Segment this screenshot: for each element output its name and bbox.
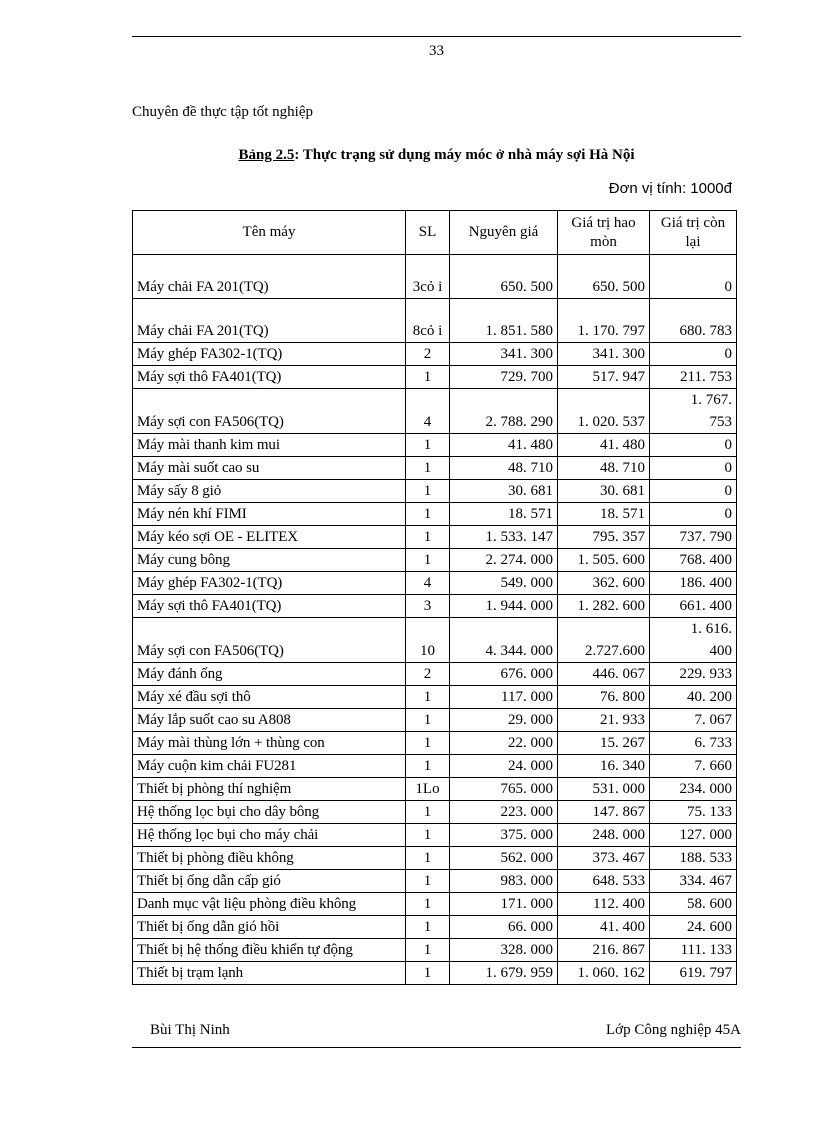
machine-name-cell: Máy nén khí FIMI (133, 503, 406, 526)
running-header: Chuyên đề thực tập tốt nghiệp (132, 104, 314, 120)
table-title-text: : Thực trạng sử dụng máy móc ở nhà máy sợi Hà Nội (294, 147, 635, 163)
quantity-cell: 2 (406, 663, 450, 686)
remaining-value-cell: 0 (650, 503, 737, 526)
machine-name-cell: Thiết bị phòng điều không (133, 847, 406, 870)
remaining-value-cell: 111. 133 (650, 939, 737, 962)
machine-name-cell: Máy mài thùng lớn + thùng con (133, 732, 406, 755)
original-cost-cell: 765. 000 (450, 778, 558, 801)
depreciation-cell: 362. 600 (558, 572, 650, 595)
table-row (133, 572, 737, 595)
column-header: Giá trị còn lại (650, 211, 737, 255)
original-cost-cell: 375. 000 (450, 824, 558, 847)
quantity-cell: 1 (406, 709, 450, 732)
remaining-value-cell: 0 (650, 434, 737, 457)
machine-name-cell: Máy ghép FA302-1(TQ) (133, 343, 406, 366)
depreciation-cell: 446. 067 (558, 663, 650, 686)
depreciation-cell: 1. 505. 600 (558, 549, 650, 572)
quantity-cell: 1 (406, 503, 450, 526)
quantity-cell: 1 (406, 962, 450, 985)
machine-name-cell: Thiết bị ống dẫn cấp gió (133, 870, 406, 893)
original-cost-cell: 48. 710 (450, 457, 558, 480)
quantity-cell: 1 (406, 526, 450, 549)
table-row (133, 962, 737, 985)
machine-name-cell: Máy cuộn kim chải FU281 (133, 755, 406, 778)
quantity-cell: 1 (406, 732, 450, 755)
original-cost-cell: 171. 000 (450, 893, 558, 916)
depreciation-cell: 216. 867 (558, 939, 650, 962)
original-cost-cell: 29. 000 (450, 709, 558, 732)
machine-name-cell: Máy chải FA 201(TQ) (133, 299, 406, 343)
remaining-value-cell: 211. 753 (650, 366, 737, 389)
remaining-value-cell: 234. 000 (650, 778, 737, 801)
machine-name-cell: Máy ghép FA302-1(TQ) (133, 572, 406, 595)
depreciation-cell: 41. 480 (558, 434, 650, 457)
table-row (133, 434, 737, 457)
table-row (133, 663, 737, 686)
depreciation-cell: 15. 267 (558, 732, 650, 755)
depreciation-cell: 1. 170. 797 (558, 299, 650, 343)
depreciation-cell: 373. 467 (558, 847, 650, 870)
machine-name-cell: Máy sợi thô FA401(TQ) (133, 366, 406, 389)
depreciation-cell: 517. 947 (558, 366, 650, 389)
footer-class: Lớp Công nghiệp 45A (605, 1022, 741, 1038)
table-row (133, 870, 737, 893)
original-cost-cell: 1. 533. 147 (450, 526, 558, 549)
original-cost-cell: 549. 000 (450, 572, 558, 595)
remaining-value-cell: 0 (650, 480, 737, 503)
depreciation-cell: 41. 400 (558, 916, 650, 939)
column-header: Tên máy (133, 211, 406, 255)
table-row (133, 824, 737, 847)
machine-name-cell: Thiết bị hệ thống điều khiển tự động (133, 939, 406, 962)
table-row (133, 686, 737, 709)
table-row (133, 755, 737, 778)
table-row (133, 503, 737, 526)
remaining-value-cell: 229. 933 (650, 663, 737, 686)
machine-name-cell: Thiết bị phòng thí nghiệm (133, 778, 406, 801)
remaining-value-cell: 334. 467 (650, 870, 737, 893)
machine-name-cell: Máy sợi con FA506(TQ) (133, 389, 406, 434)
quantity-cell: 1 (406, 434, 450, 457)
machine-name-cell: Danh mục vật liệu phòng điều không (133, 893, 406, 916)
table-row (133, 618, 737, 663)
remaining-value-cell: 680. 783 (650, 299, 737, 343)
quantity-cell: 4 (406, 572, 450, 595)
table-row (133, 299, 737, 343)
table-row (133, 457, 737, 480)
depreciation-cell: 21. 933 (558, 709, 650, 732)
depreciation-cell: 1. 060. 162 (558, 962, 650, 985)
remaining-value-cell: 0 (650, 457, 737, 480)
quantity-cell: 1 (406, 801, 450, 824)
original-cost-cell: 117. 000 (450, 686, 558, 709)
top-rule (132, 36, 741, 37)
quantity-cell: 1 (406, 824, 450, 847)
depreciation-cell: 76. 800 (558, 686, 650, 709)
remaining-value-cell: 186. 400 (650, 572, 737, 595)
original-cost-cell: 2. 274. 000 (450, 549, 558, 572)
table-row (133, 732, 737, 755)
machine-name-cell: Máy cung bông (133, 549, 406, 572)
table-row (133, 939, 737, 962)
quantity-cell: 1 (406, 847, 450, 870)
machine-name-cell: Hệ thống lọc bụi cho máy chải (133, 824, 406, 847)
original-cost-cell: 328. 000 (450, 939, 558, 962)
machinery-table (132, 210, 737, 985)
machine-name-cell: Máy lắp suốt cao su A808 (133, 709, 406, 732)
remaining-value-cell: 6. 733 (650, 732, 737, 755)
machine-name-cell: Thiết bị ống dẫn gió hồi (133, 916, 406, 939)
depreciation-cell: 1. 020. 537 (558, 389, 650, 434)
table-header-row (133, 211, 737, 255)
table-row (133, 343, 737, 366)
depreciation-cell: 795. 357 (558, 526, 650, 549)
footer-author: Bùi Thị Ninh (150, 1022, 230, 1038)
machine-name-cell: Máy sợi con FA506(TQ) (133, 618, 406, 663)
original-cost-cell: 22. 000 (450, 732, 558, 755)
original-cost-cell: 223. 000 (450, 801, 558, 824)
remaining-value-cell: 0 (650, 343, 737, 366)
remaining-value-cell: 58. 600 (650, 893, 737, 916)
table-row (133, 916, 737, 939)
remaining-value-cell: 0 (650, 255, 737, 299)
remaining-value-cell: 188. 533 (650, 847, 737, 870)
original-cost-cell: 2. 788. 290 (450, 389, 558, 434)
unit-note: Đơn vị tính: 1000đ (608, 180, 732, 197)
depreciation-cell: 248. 000 (558, 824, 650, 847)
depreciation-cell: 2.727.600 (558, 618, 650, 663)
quantity-cell: 1 (406, 870, 450, 893)
table-title-label: Bảng 2.5 (238, 147, 295, 163)
depreciation-cell: 16. 340 (558, 755, 650, 778)
remaining-value-cell: 7. 067 (650, 709, 737, 732)
quantity-cell: 1 (406, 686, 450, 709)
machine-name-cell: Máy mài suốt cao su (133, 457, 406, 480)
table-body (133, 255, 737, 985)
original-cost-cell: 18. 571 (450, 503, 558, 526)
depreciation-cell: 147. 867 (558, 801, 650, 824)
depreciation-cell: 648. 533 (558, 870, 650, 893)
machine-name-cell: Thiết bị trạm lạnh (133, 962, 406, 985)
depreciation-cell: 48. 710 (558, 457, 650, 480)
quantity-cell: 3cỏ i (406, 255, 450, 299)
remaining-value-cell: 661. 400 (650, 595, 737, 618)
depreciation-cell: 341. 300 (558, 343, 650, 366)
depreciation-cell: 18. 571 (558, 503, 650, 526)
depreciation-cell: 112. 400 (558, 893, 650, 916)
table-row (133, 595, 737, 618)
original-cost-cell: 341. 300 (450, 343, 558, 366)
original-cost-cell: 729. 700 (450, 366, 558, 389)
remaining-value-cell: 768. 400 (650, 549, 737, 572)
remaining-value-cell: 619. 797 (650, 962, 737, 985)
page-number: 33 (429, 43, 444, 59)
original-cost-cell: 24. 000 (450, 755, 558, 778)
quantity-cell: 1 (406, 893, 450, 916)
machine-name-cell: Máy chải FA 201(TQ) (133, 255, 406, 299)
depreciation-cell: 1. 282. 600 (558, 595, 650, 618)
quantity-cell: 8cỏ i (406, 299, 450, 343)
original-cost-cell: 4. 344. 000 (450, 618, 558, 663)
quantity-cell: 3 (406, 595, 450, 618)
machine-name-cell: Máy sợi thô FA401(TQ) (133, 595, 406, 618)
original-cost-cell: 30. 681 (450, 480, 558, 503)
depreciation-cell: 30. 681 (558, 480, 650, 503)
remaining-value-cell: 75. 133 (650, 801, 737, 824)
table-row (133, 549, 737, 572)
quantity-cell: 1 (406, 549, 450, 572)
original-cost-cell: 1. 679. 959 (450, 962, 558, 985)
original-cost-cell: 41. 480 (450, 434, 558, 457)
original-cost-cell: 66. 000 (450, 916, 558, 939)
remaining-value-cell: 1. 616. 400 (650, 618, 737, 663)
machine-name-cell: Máy kéo sợi OE - ELITEX (133, 526, 406, 549)
quantity-cell: 1 (406, 755, 450, 778)
original-cost-cell: 676. 000 (450, 663, 558, 686)
original-cost-cell: 983. 000 (450, 870, 558, 893)
remaining-value-cell: 737. 790 (650, 526, 737, 549)
quantity-cell: 1 (406, 939, 450, 962)
table-row (133, 366, 737, 389)
column-header: Nguyên giá (450, 211, 558, 255)
remaining-value-cell: 40. 200 (650, 686, 737, 709)
depreciation-cell: 650. 500 (558, 255, 650, 299)
quantity-cell: 1 (406, 480, 450, 503)
table-row (133, 893, 737, 916)
machine-name-cell: Máy đánh ống (133, 663, 406, 686)
table-row (133, 255, 737, 299)
column-header: SL (406, 211, 450, 255)
machine-name-cell: Máy sấy 8 giỏ (133, 480, 406, 503)
table-row (133, 847, 737, 870)
quantity-cell: 1Lo (406, 778, 450, 801)
original-cost-cell: 562. 000 (450, 847, 558, 870)
quantity-cell: 4 (406, 389, 450, 434)
table-title (132, 147, 741, 164)
remaining-value-cell: 1. 767. 753 (650, 389, 737, 434)
quantity-cell: 1 (406, 366, 450, 389)
table-row (133, 389, 737, 434)
table-row (133, 480, 737, 503)
quantity-cell: 1 (406, 457, 450, 480)
table-row (133, 709, 737, 732)
table-row (133, 778, 737, 801)
column-header: Giá trị hao mòn (558, 211, 650, 255)
machine-name-cell: Máy xé đầu sợi thô (133, 686, 406, 709)
original-cost-cell: 1. 944. 000 (450, 595, 558, 618)
quantity-cell: 2 (406, 343, 450, 366)
remaining-value-cell: 7. 660 (650, 755, 737, 778)
original-cost-cell: 1. 851. 580 (450, 299, 558, 343)
machine-name-cell: Hệ thống lọc bụi cho dây bông (133, 801, 406, 824)
remaining-value-cell: 127. 000 (650, 824, 737, 847)
depreciation-cell: 531. 000 (558, 778, 650, 801)
table-row (133, 801, 737, 824)
original-cost-cell: 650. 500 (450, 255, 558, 299)
machine-name-cell: Máy mài thanh kim mui (133, 434, 406, 457)
table-row (133, 526, 737, 549)
quantity-cell: 1 (406, 916, 450, 939)
remaining-value-cell: 24. 600 (650, 916, 737, 939)
quantity-cell: 10 (406, 618, 450, 663)
bottom-rule (132, 1047, 741, 1048)
